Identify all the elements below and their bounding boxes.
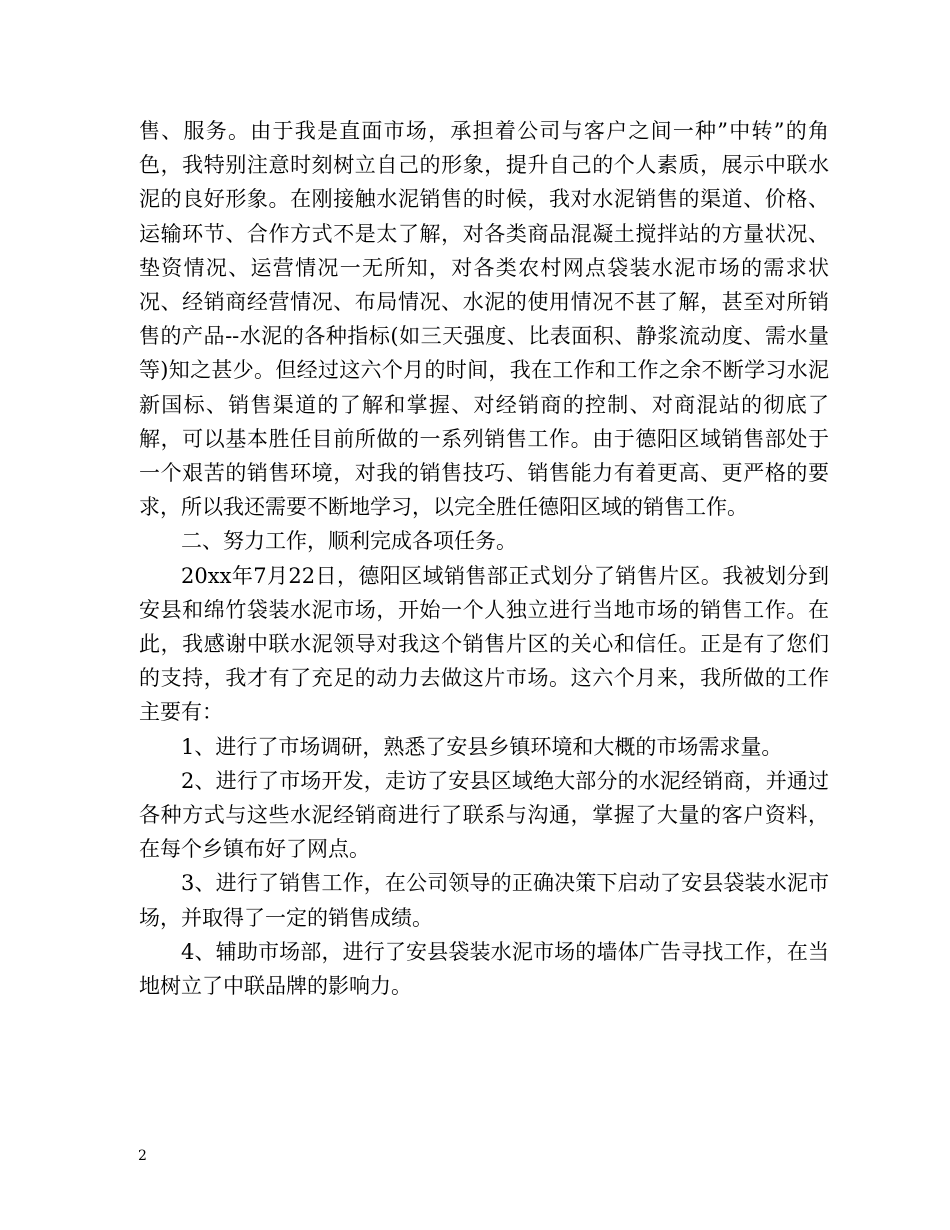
paragraph-work-intro: 20xx年7月22日，德阳区域销售部正式划分了销售片区。我被划分到安县和绵竹袋装水泥市场，开始一个人独立进行当地市场的销售工作。在此，我感谢中联水泥领导对我这个销售片区的关心和信任。正是有了您们的支持，我才有了充足的动力去做这片市场。这六个月来，我所做的工作主要有： [139, 563, 829, 725]
paragraph-continuation: 售、服务。由于我是直面市场，承担着公司与客户之间一种”中转”的角色，我特别注意时刻树立自己的形象，提升自己的个人素质，展示中联水泥的良好形象。在刚接触水泥销售的时候，我对水泥销售的渠道、价格、运输环节、合作方式不是太了解，对各类商品混凝土搅拌站的方量状况、垫资情况、运营情况一无所知，对各类农村网点袋装水泥市场的需求状况、经销商经营情况、布局情况、水泥的使用情况不甚了解，甚至对所销售的产品--水泥的各种指标(如三天强度、比表面积、静浆流动度、需水量等)知之甚少。但经过这六个月的时间，我在工作和工作之余不断学习水泥新国标、销售渠道的了解和掌握、对经销商的控制、对商混站的彻底了解，可以基本胜任目前所做的一系列销售工作。由于德阳区域销售部处于一个艰苦的销售环境，对我的销售技巧、销售能力有着更高、更严格的要求，所以我还需要不断地学习，以完全胜任德阳区域的销售工作。 [139, 119, 829, 520]
list-item-4: 4、辅助市场部，进行了安县袋装水泥市场的墙体广告寻找工作，在当地树立了中联品牌的影响力。 [139, 939, 829, 999]
list-item-2: 2、进行了市场开发，走访了安县区域绝大部分的水泥经销商，并通过各种方式与这些水泥经销商进行了联系与沟通，掌握了大量的客户资料，在每个乡镇布好了网点。 [139, 768, 829, 862]
page-number: 2 [138, 1148, 147, 1164]
list-item-3: 3、进行了销售工作，在公司领导的正确决策下启动了安县袋装水泥市场，并取得了一定的销售成绩。 [139, 871, 829, 930]
section-heading: 二、努力工作，顺利完成各项任务。 [181, 529, 517, 554]
document-body [139, 114, 829, 1003]
list-item-1: 1、进行了市场调研，熟悉了安县乡镇环境和大概的市场需求量。 [181, 734, 783, 759]
